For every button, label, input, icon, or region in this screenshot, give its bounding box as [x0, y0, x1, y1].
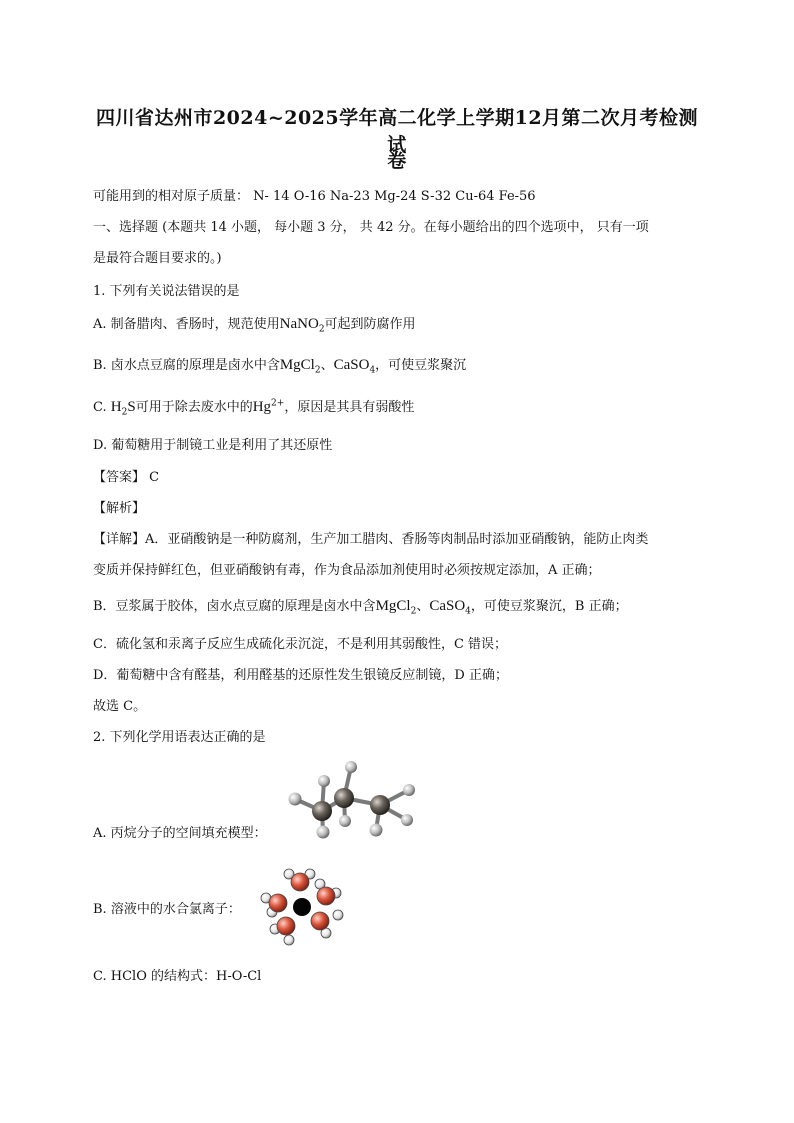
q1-b-separator: 、 — [320, 358, 334, 373]
q1-detail-b — [93, 595, 713, 617]
q1-b-formula-2-sub: 4 — [369, 365, 376, 376]
q1-c-text-mid: 可用于除去废水中的 — [135, 400, 253, 415]
hydrogen-atom — [317, 826, 330, 839]
carbon-atom — [312, 801, 332, 821]
q1-c-formula-2-sup: 2+ — [271, 398, 285, 409]
q1-detail-line1: 【详解】A．亚硝酸钠是一种防腐剂，生产加工腊肉、香肠等肉制品时添加亚硝酸钠，能防止肉类 — [93, 532, 649, 547]
q1-detail-b-pre: B．豆浆属于胶体，卤水点豆腐的原理是卤水中含 — [93, 599, 376, 614]
hydrogen-atom — [370, 824, 383, 837]
q1-c-label: C. — [93, 400, 107, 415]
q1-detail-b-post: ，可使豆浆聚沉，B 正确； — [470, 599, 628, 614]
hydrated-chloride-ion-model — [258, 867, 354, 947]
chloride-ion — [293, 898, 311, 916]
oxygen-atom — [277, 917, 295, 935]
q1-detail-b-formula-1: MgCl — [375, 598, 411, 614]
propane-space-filling-model — [283, 752, 423, 844]
hydrogen-atom — [284, 935, 294, 945]
q1-stem: 1. 下列有关说法错误的是 — [93, 284, 240, 299]
oxygen-atom — [269, 894, 287, 912]
q1-b-formula-1-sub: 2 — [314, 365, 321, 376]
q1-detail-line2: 变质并保持鲜红色，但亚硝酸钠有毒，作为食品添加剂使用时必须按规定添加，A 正确； — [93, 563, 601, 578]
q1-detail-b-separator: 、 — [416, 599, 430, 614]
q1-detail-b-formula-1-sub: 2 — [410, 606, 417, 617]
q1-detail-d: D．葡萄糖中含有醛基，利用醛基的还原性发生银镜反应制镜，D 正确； — [93, 668, 508, 683]
q1-option-b — [93, 354, 713, 376]
hydrogen-atom — [345, 761, 357, 773]
q1-a-text-post: 可起到防腐作用 — [324, 317, 416, 332]
q2-option-a: A. 丙烷分子的空间填充模型： — [93, 826, 267, 841]
q1-option-d: D. 葡萄糖用于制镜工业是利用了其还原性 — [93, 438, 333, 453]
q1-detail-b-formula-2-sub: 4 — [465, 606, 471, 617]
q1-analysis-label: 【解析】 — [93, 501, 146, 516]
q2-stem: 2. 下列化学用语表达正确的是 — [93, 730, 266, 745]
q1-b-text-post: ，可使豆浆聚沉 — [375, 358, 467, 373]
hydrogen-atom — [333, 910, 343, 920]
page-title-line2: 卷 — [387, 150, 407, 172]
q1-c-formula-1b: S — [127, 399, 136, 415]
q2-option-c: C. HClO 的结构式：H-O-Cl — [93, 969, 262, 984]
q1-a-formula-sub: 2 — [318, 324, 325, 335]
oxygen-atom — [291, 873, 309, 891]
q1-c-formula-2: Hg — [252, 399, 272, 415]
q1-option-c — [93, 396, 713, 418]
q1-answer: 【答案】 C — [93, 470, 160, 485]
hydrogen-atom — [318, 775, 330, 787]
q1-a-formula: NaNO — [279, 316, 319, 332]
q2-option-b: B. 溶液中的水合氯离子： — [93, 902, 241, 917]
hydrogen-atom — [401, 814, 413, 826]
q1-b-text-pre: B. 卤水点豆腐的原理是卤水中含 — [93, 358, 280, 373]
oxygen-atom — [311, 912, 329, 930]
page-title-line1: 四川省达州市2024~2025学年高二化学上学期12月第二次月考检测试 — [95, 107, 699, 156]
q1-detail-b-formula-2: CaSO — [429, 598, 466, 614]
hydrogen-atom — [289, 793, 302, 806]
hydrogen-atom — [403, 784, 415, 796]
q1-c-formula-1-sub: 2 — [121, 407, 128, 418]
section-heading-line1: 一、选择题 (本题共 14 小题， 每小题 3 分， 共 42 分。在每小题给出的四个选项中， 只有一项 — [93, 220, 649, 235]
q1-c-formula-1: H — [110, 399, 122, 415]
q1-detail-c: C．硫化氢和汞离子反应生成硫化汞沉淀，不是利用其弱酸性，C 错误； — [93, 637, 508, 652]
q1-b-formula-2: CaSO — [333, 357, 370, 373]
carbon-atom — [370, 795, 390, 815]
oxygen-atom — [317, 887, 335, 905]
section-heading-line2: 是最符合题目要求的。) — [93, 251, 222, 266]
q1-a-text-pre: A. 制备腊肉、香肠时，规范使用 — [93, 317, 280, 332]
carbon-atom — [334, 788, 354, 808]
q1-b-formula-1: MgCl — [279, 357, 315, 373]
q1-option-a — [93, 313, 713, 335]
hydrogen-atom — [339, 815, 351, 827]
q1-conclusion: 故选 C。 — [93, 699, 147, 714]
atomic-mass-note: 可能用到的相对原子质量： N- 14 O-16 Na-23 Mg-24 S-32 Cu-64 Fe-56 — [93, 189, 536, 204]
q1-c-text-post: ，原因是其具有弱酸性 — [284, 400, 415, 415]
